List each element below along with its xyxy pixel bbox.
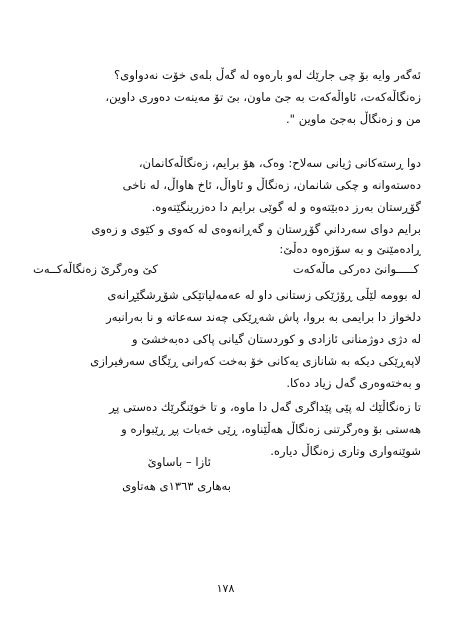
paragraph-line: لە دژی دوژمنانی ئازادی و کوردستان گیانی پاکی دەبەخشێ و [131, 332, 421, 346]
paragraph-line: هەستی بۆ وەرگرتنی زەنگاڵ هەڵێناوە، ڕێی خەبات پڕ ڕێبوارە و [121, 422, 421, 436]
paragraph-line: و بەختەوەری گەل زیاد دەکا. [286, 376, 421, 390]
paragraph-line: برایم دوای سەرداني گۆڕستان و گەڕانەوەی لە کەوی و کێوی و زەوی [91, 222, 421, 236]
verse-right: کـــــوانێ دەرکی ماڵەکەت [292, 262, 419, 276]
paragraph-line: دەستەوانە و چکی شانمان، زەنگاڵ و ئاواڵ، ئاخ هاواڵ، لە ناخی [122, 178, 421, 192]
signature-author: ئازا – باساوێ [147, 455, 211, 469]
paragraph-line: لاپەڕێکی دیکە بە شانازی یەکانی خۆ بەخت کەرانی ڕێگای سەرفیرازی [90, 354, 421, 368]
paragraph-3-intro-2 [30, 238, 421, 260]
paragraph-line: دوا ڕستەکانی ژیانی سەلاح: وەک، هۆ برایم، زەنگاڵەکانمان، [138, 156, 421, 170]
paragraph-line: ئەگەر وایە بۆ چی جارێك لەو بارەوە لە گەڵ بلەی خۆت نەدواوی؟ [114, 68, 421, 82]
verse-left: کێ وەرگرێ زەنگاڵەکــەت [33, 262, 158, 276]
paragraph-line: لە بوومە لێڵی ڕۆژێکی زستانی داو لە عەمەلیاتێکی شۆڕشگێڕانەی [107, 288, 421, 302]
paragraph-5 [30, 396, 421, 462]
paragraph-line: تا زەنگاڵێك لە پێی پێداگری گەل دا ماوە، و تا خوێنگرێك دەستی پڕ [109, 400, 421, 414]
paragraph-3-intro [30, 218, 421, 240]
page-number: ١٧٨ [216, 582, 235, 595]
paragraph-4 [30, 284, 421, 394]
verse-line [33, 258, 419, 280]
paragraph-line: شوێنەواری وتاری زەنگاڵ دیارە. [270, 444, 421, 458]
signature-date: بەهاری ١٣٦٣ی هەتاوی [122, 479, 231, 493]
paragraph-line: زەنگاڵەکەت، ئاواڵەکەت بە جێ ماون، بێ تۆ مەینەت دەوری داوین، [105, 90, 421, 104]
paragraph-line: ڕادەمێنێ و بە سۆزەوە دەڵێ: [279, 242, 421, 256]
paragraph-line: دلخواز دا برایمی بە بروا، پاش شەڕێکی چەند سەعاتە و نا بەرانبەر [106, 310, 421, 324]
paragraph-line: من و زەنگاڵ بەجێ ماوین ". [285, 112, 421, 126]
paragraph-2 [30, 152, 421, 218]
paragraph-1 [30, 64, 421, 130]
paragraph-line: گۆڕستان بەرز دەبێتەوە و لە گوێی برایم دا دەزرینگێتەوە. [151, 200, 421, 214]
